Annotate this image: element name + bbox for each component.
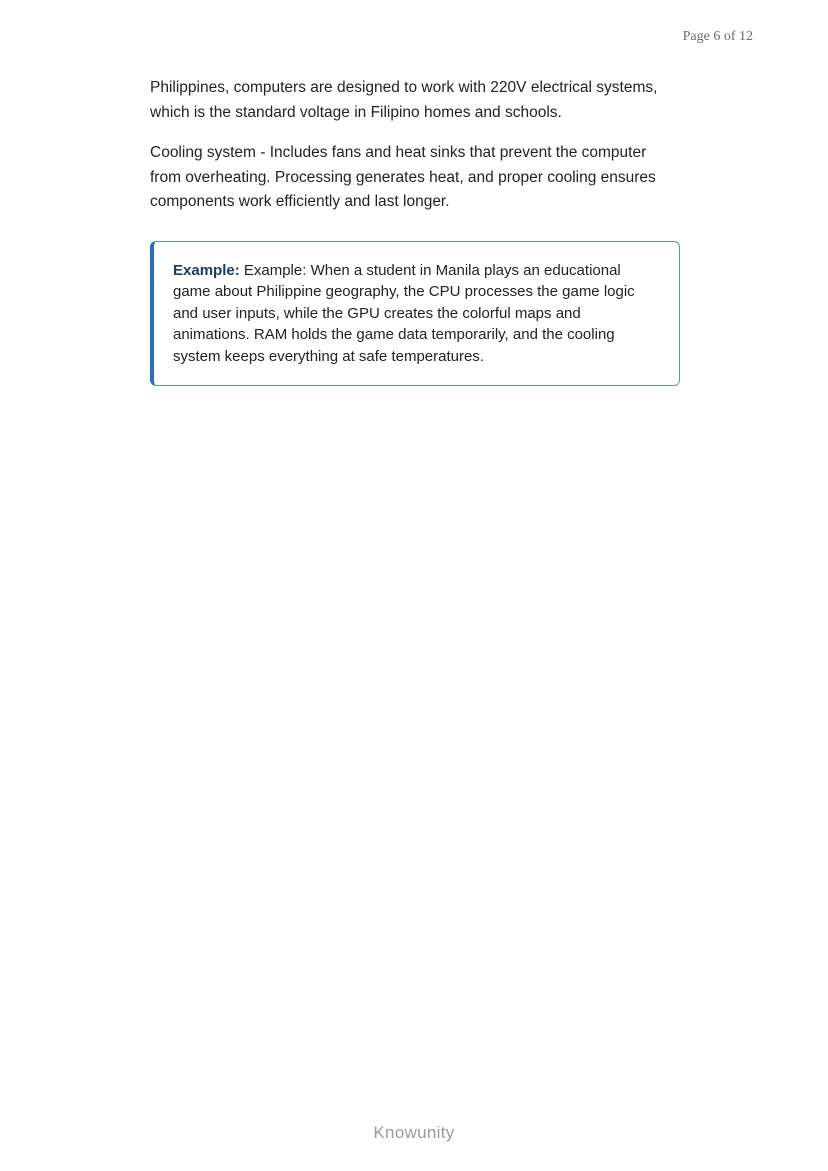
paragraph-cooling-system: Cooling system - Includes fans and heat sinks that prevent the computer from overheating. Processing generates heat, and proper cooling ensures components work efficiently and last longer.	[150, 144, 656, 210]
example-callout	[150, 241, 680, 387]
document-body	[150, 76, 680, 386]
example-label: Example:	[173, 261, 240, 279]
example-text: Example: When a student in Manila plays an educational game about Philippine geography, the CPU processes the game logic and user inputs, while the GPU creates the colorful maps and animations. RAM holds the game data temporarily, and the cooling system keeps everything at safe temperatures.	[173, 261, 635, 365]
footer-brand: Knowunity	[373, 1123, 455, 1142]
page-number: Page 6 of 12	[682, 29, 753, 44]
paragraph-voltage: Philippines, computers are designed to work with 220V electrical systems, which is the standard voltage in Filipino homes and schools.	[150, 79, 658, 121]
